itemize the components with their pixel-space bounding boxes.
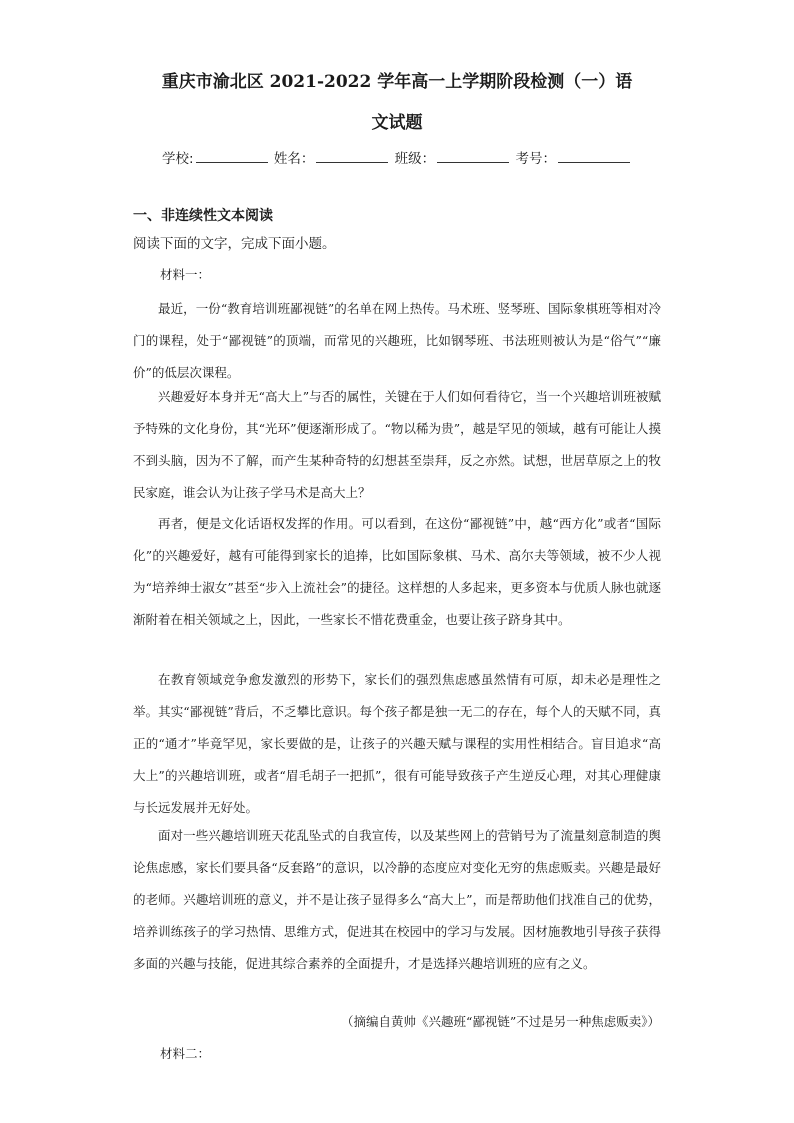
material-1-paragraph: 兴趣爱好本身并无“高大上”与否的属性，关键在于人们如何看待它，当一个兴趣培训班被赋予特殊的文化身份，其“光环”便逐渐形成了。“物以稀为贵”，越是罕见的领域，越有可能让人摸不到头脑，因为不了解，而产生某种奇特的幻想甚至崇拜，反之亦然。试想，世居草原之上的牧民家庭，谁会认为让孩子学马术是高大上？ xyxy=(133,389,661,500)
exam-number-blank xyxy=(558,149,630,163)
material-1-paragraph: 最近，一份“教育培训班鄙视链”的名单在网上热传。马术班、竖琴班、国际象棋班等相对冷门的课程，处于“鄙视链”的顶端，而常见的兴趣班，比如钢琴班、书法班则被认为是“俗气”“廉价”的低层次课程。 xyxy=(133,301,661,380)
class-blank xyxy=(437,149,509,163)
name-label: 姓名： xyxy=(273,151,315,167)
school-blank xyxy=(196,149,268,163)
material-1-source: （摘编自黄帅《兴趣班“鄙视链”不过是另一种焦虑贩卖》） xyxy=(340,1014,660,1029)
school-label: 学校: xyxy=(162,151,194,167)
material-1-paragraph: 再者，便是文化话语权发挥的作用。可以看到，在这份“鄙视链”中，越“西方化”或者“国际化”的兴趣爱好，越有可能得到家长的追捧，比如国际象棋、马术、高尔夫等领域，被不少人视为“培养绅士淑女”甚至“步入上流社会”的捷径。这样想的人多起来，更多资本与优质人脉也就逐渐附着在相关领域之上，因此，一些家长不惜花费重金，也要让孩子跻身其中。 xyxy=(133,516,661,627)
name-blank xyxy=(316,149,388,163)
material-1-label: 材料一： xyxy=(160,267,211,282)
section-heading: 一、非连续性文本阅读 xyxy=(133,208,273,224)
exam-number-label: 考号： xyxy=(515,151,556,167)
page-title-line-2: 文试题 xyxy=(371,113,423,133)
material-2-label: 材料二： xyxy=(160,1046,211,1061)
page-title-line-1: 重庆市渝北区 2021-2022 学年高一上学期阶段检测（一）语 xyxy=(161,72,633,92)
class-label: 班级： xyxy=(394,151,436,167)
material-1-paragraph: 在教育领域竞争愈发激烈的形势下，家长们的强烈焦虑感虽然情有可原，却未必是理性之举。其实“鄙视链”背后，不乏攀比意识。每个孩子都是独一无二的存在，每个人的天赋不同，真正的“通才”毕竟罕见，家长要做的是，让孩子的兴趣天赋与课程的实用性相结合。盲目追求“高大上”的兴趣培训班，或者“眉毛胡子一把抓”，很有可能导致孩子产生逆反心理，对其心理健康与长远发展并无好处。 xyxy=(133,672,661,815)
material-1-paragraph: 面对一些兴趣培训班天花乱坠式的自我宣传，以及某些网上的营销号为了流量刻意制造的舆论焦虑感，家长们要具备“反套路”的意识，以冷静的态度应对变化无穷的焦虑贩卖。兴趣是最好的老师。兴趣培训班的意义，并不是让孩子显得多么“高大上”，而是帮助他们找准自己的优势，培养训练孩子的学习热情、思维方式，促进其在校园中的学习与发展。因材施教地引导孩子获得多面的兴趣与技能，促进其综合素养的全面提升，才是选择兴趣培训班的应有之义。 xyxy=(133,828,661,971)
student-info-line xyxy=(0,147,794,167)
instruction: 阅读下面的文字，完成下面小题。 xyxy=(133,236,336,252)
